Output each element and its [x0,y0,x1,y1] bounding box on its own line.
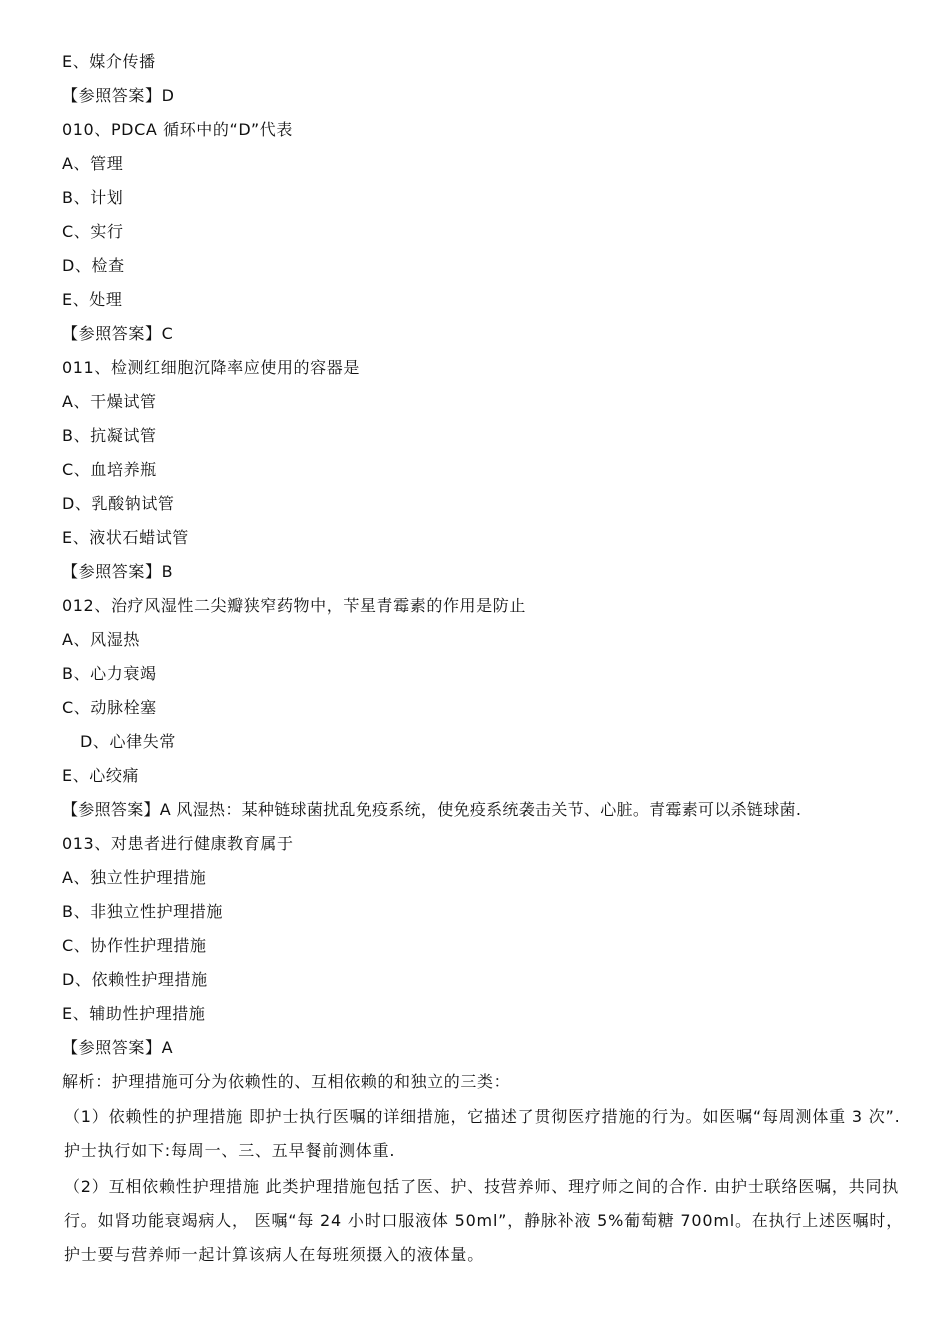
explanation-heading: 解析：护理措施可分为依赖性的、互相依赖的和独立的三类： [62,1072,511,1091]
option-a: A、风湿热 [62,630,140,649]
option-c: C、动脉栓塞 [62,698,157,717]
option-d: D、心律失常 [80,732,176,751]
option-b: B、非独立性护理措施 [62,902,223,921]
question-011: 011、检测红细胞沉降率应使用的容器是 [62,358,360,377]
option-e: E、心绞痛 [62,766,140,785]
explanation-paragraph-2: （2）互相依赖性护理措施 此类护理措施包括了医、护、技营养师、理疗师之间的合作. 由护士联络医嘱，共同执行。如肾功能衰竭病人， 医嘱“每 24 小时口服液体 50ml”，静脉补液 5%葡萄糖 700ml。在执行上述医嘱时，护士要与营养师一起计算该病人在每班须摄入的液体量。 [64,1177,903,1264]
option-c: C、实行 [62,222,124,241]
option-a: A、管理 [62,154,124,173]
option-c: C、血培养瓶 [62,460,157,479]
explanation-paragraph-1: （1）依赖性的护理措施 即护士执行医嘱的详细措施，它描述了贯彻医疗措施的行为。如医嘱“每周测体重 3 次”. 护士执行如下:每周一、三、五早餐前测体重. [64,1107,901,1160]
option-d: D、检查 [62,256,125,275]
option-e: E、液状石蜡试管 [62,528,189,547]
answer-line: 【参照答案】A [62,1038,174,1057]
question-010: 010、PDCA 循环中的“D”代表 [62,120,293,139]
question-012: 012、治疗风湿性二尖瓣狭窄药物中，苄星青霉素的作用是防止 [62,596,526,615]
option-e: E、媒介传播 [62,52,156,71]
option-a: A、干燥试管 [62,392,157,411]
answer-line: 【参照答案】C [62,324,174,343]
option-b: B、计划 [62,188,124,207]
option-b: B、抗凝试管 [62,426,157,445]
answer-line: 【参照答案】B [62,562,174,581]
option-a: A、独立性护理措施 [62,868,207,887]
option-e: E、处理 [62,290,123,309]
option-c: C、协作性护理措施 [62,936,207,955]
answer-line: 【参照答案】D [62,86,175,105]
answer-line: 【参照答案】A 风湿热：某种链球菌扰乱免疫系统，使免疫系统袭击关节、心脏。青霉素可以杀链球菌. [62,800,802,819]
question-013: 013、对患者进行健康教育属于 [62,834,294,853]
option-d: D、依赖性护理措施 [62,970,208,989]
option-d: D、乳酸钠试管 [62,494,175,513]
option-b: B、心力衰竭 [62,664,157,683]
option-e: E、辅助性护理措施 [62,1004,206,1023]
